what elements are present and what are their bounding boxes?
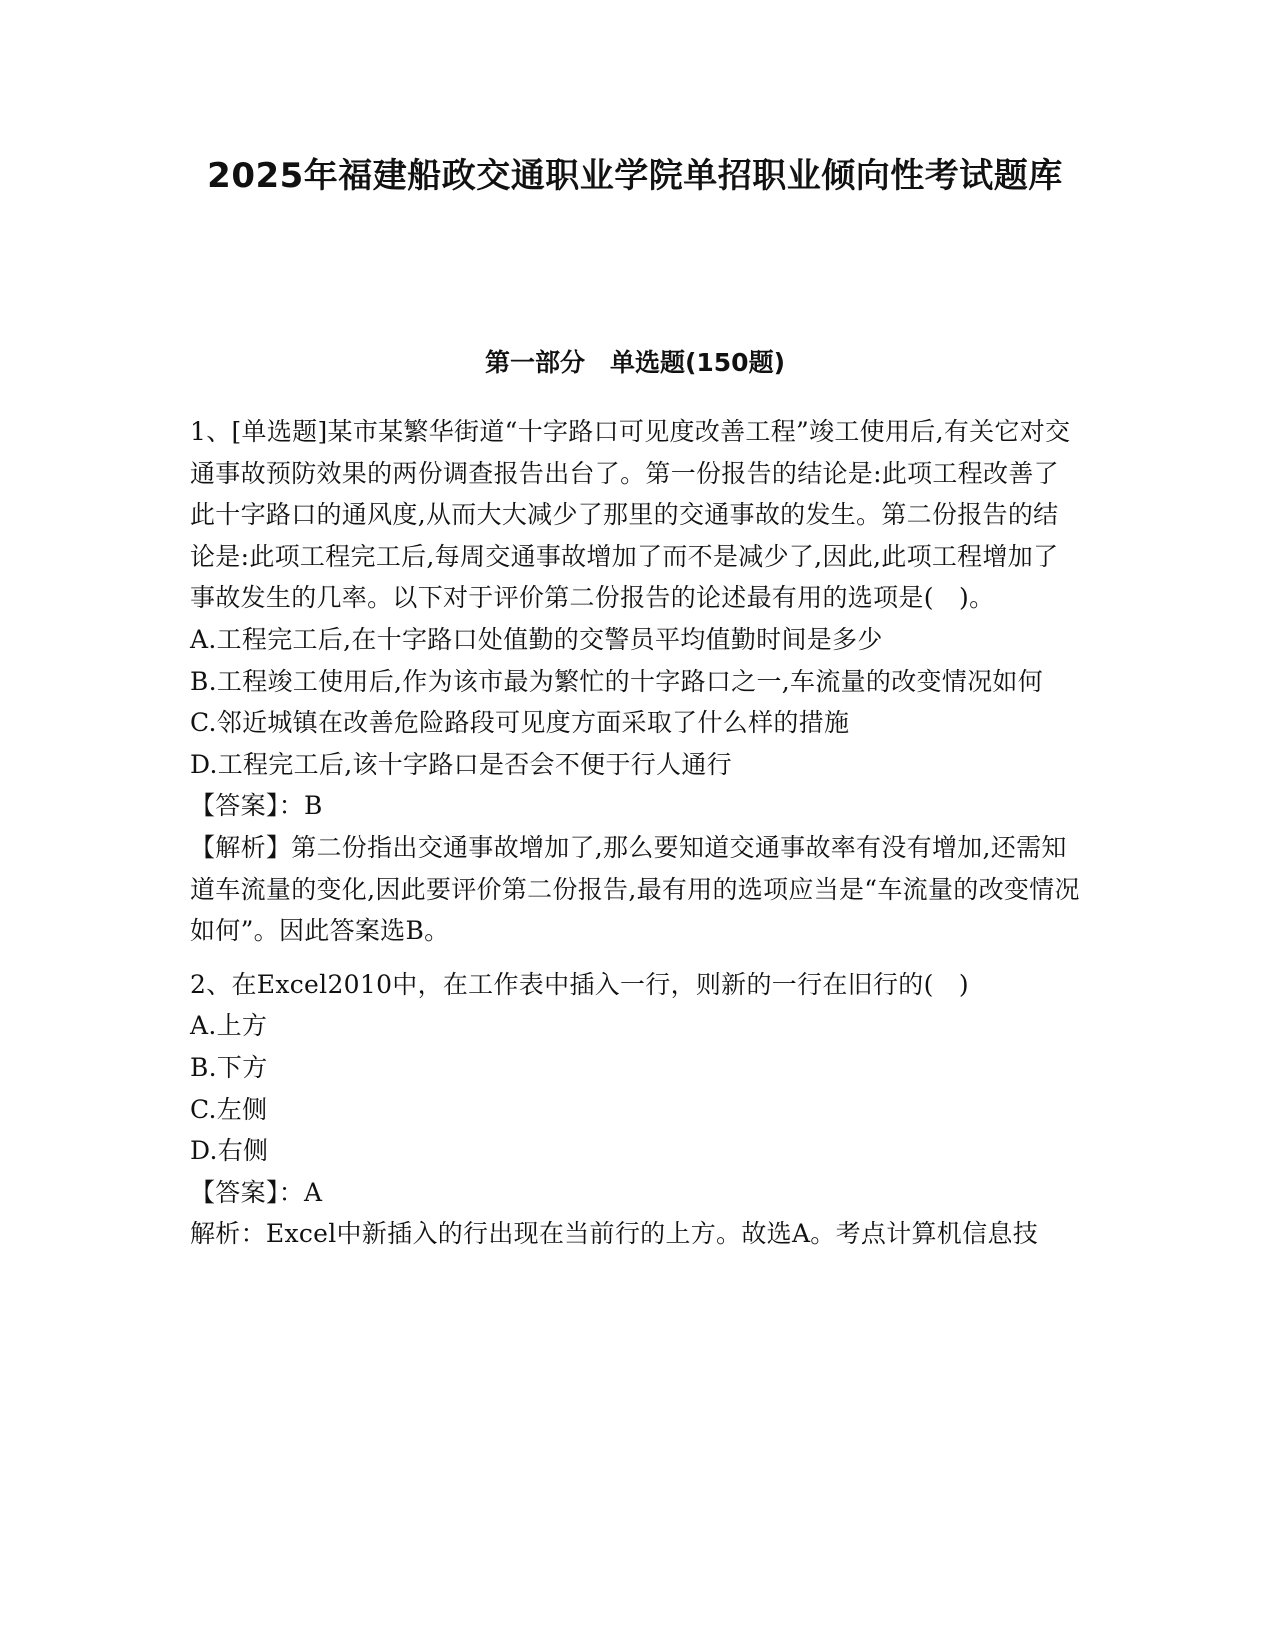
analysis-text: 【解析】第二份指出交通事故增加了,那么要知道交通事故率有没有增加,还需知道车流量的变化,因此要评价第二份报告,最有用的选项应当是“车流量的改变情况如何”。因此答案选B。 [190,832,1080,946]
question-1 [190,411,1080,952]
section-heading: 第一部分 单选题(150题) [484,348,786,377]
analysis-text: 解析：Excel中新插入的行出现在当前行的上方。故选A。考点计算机信息技 [190,1219,1038,1249]
question-list [190,411,1080,1267]
option-a: A.工程完工后,在十字路口处值勤的交警员平均值勤时间是多少 [190,624,883,654]
question-2 [190,964,1080,1255]
option-c: C.邻近城镇在改善危险路段可见度方面采取了什么样的措施 [190,708,850,738]
option-d: D.右侧 [190,1136,269,1166]
document-title: 2025年福建船政交通职业学院单招职业倾向性考试题库 [207,156,1063,196]
option-c: C.左侧 [190,1094,268,1124]
question-stem: 1、[单选题]某市某繁华街道“十字路口可见度改善工程”竣工使用后,有关它对交通事故预防效果的两份调查报告出台了。第一份报告的结论是:此项工程改善了此十字路口的通风度,从而大大减少了那里的交通事故的发生。第二份报告的结论是:此项工程完工后,每周交通事故增加了而不是减少了,因此,此项工程增加了事故发生的几率。以下对于评价第二份报告的论述最有用的选项是( )。 [190,417,1071,613]
option-a: A.上方 [190,1011,268,1041]
option-b: B.下方 [190,1052,268,1082]
option-d: D.工程完工后,该十字路口是否会不便于行人通行 [190,749,732,779]
answer-line: 【答案】：B [190,791,323,821]
answer-line: 【答案】：A [190,1177,323,1207]
option-b: B.工程竣工使用后,作为该市最为繁忙的十字路口之一,车流量的改变情况如何 [190,666,1044,696]
question-stem: 2、在Excel2010中，在工作表中插入一行，则新的一行在旧行的( ) [190,969,969,999]
